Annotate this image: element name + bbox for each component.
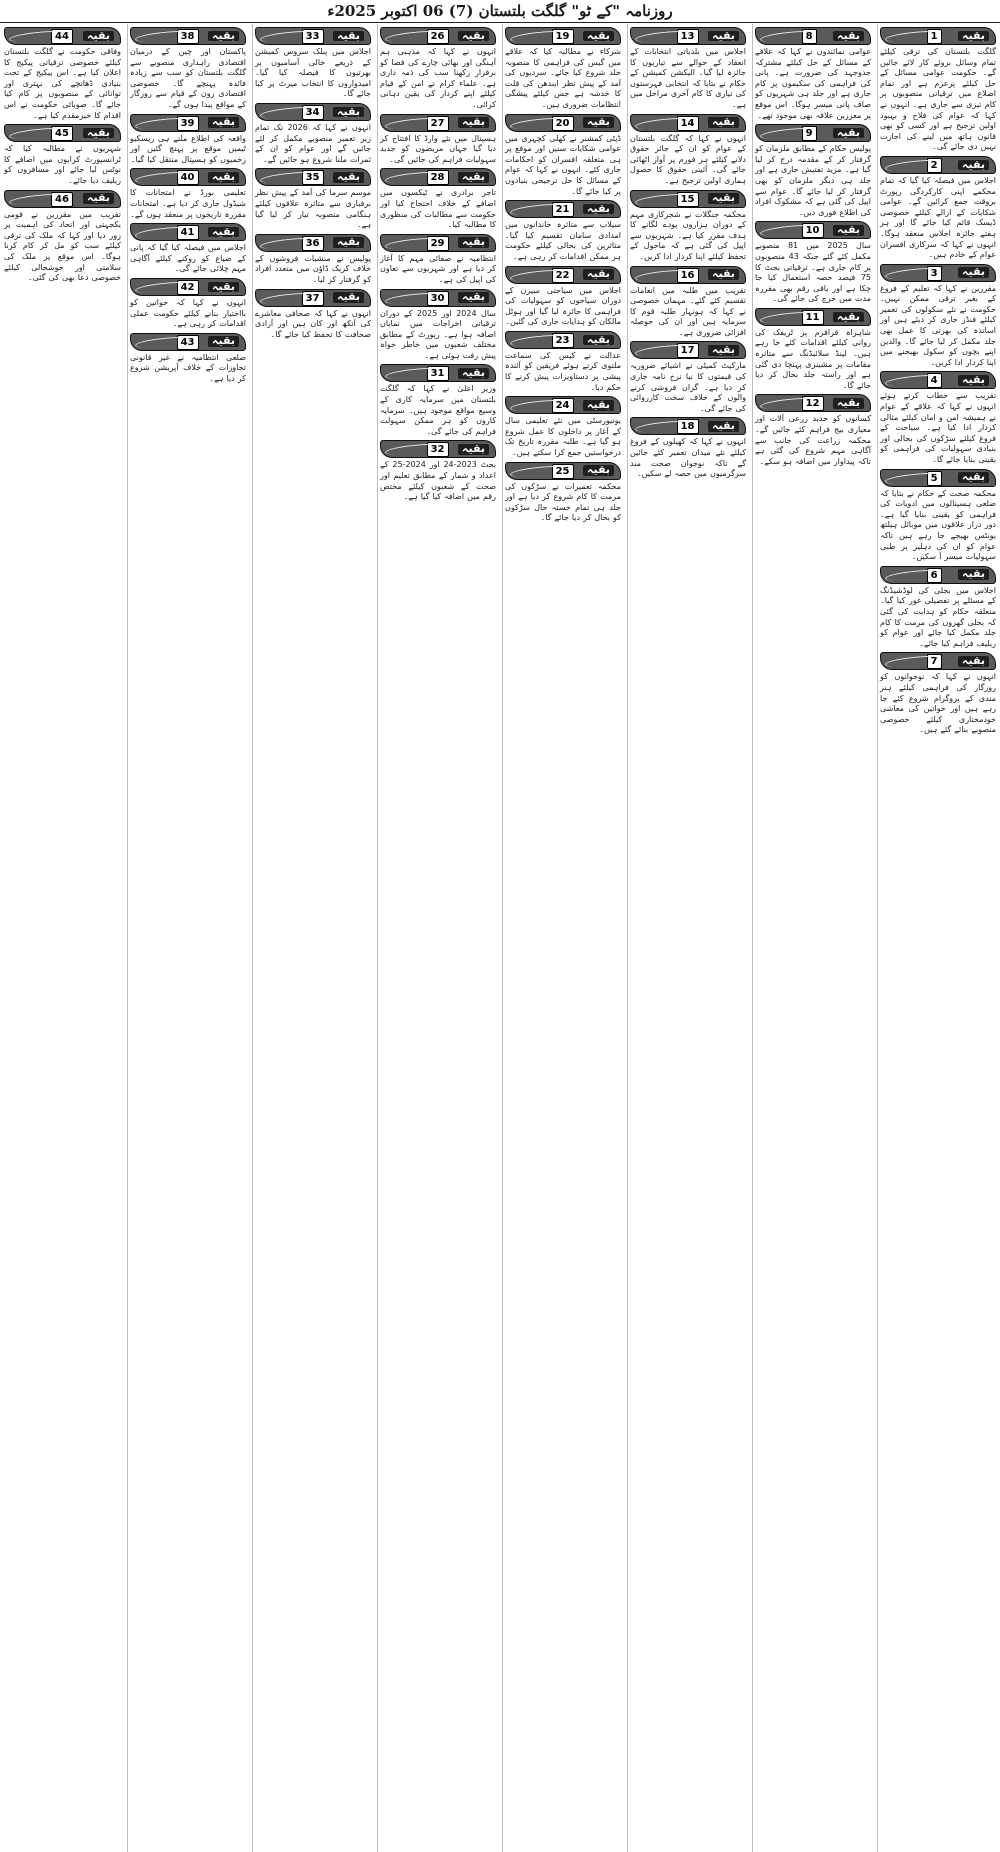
continuation-story: [880, 466, 996, 563]
continuation-label: بقیہ: [958, 472, 989, 483]
continuation-header: [755, 308, 871, 326]
continuation-number: 5: [927, 471, 942, 486]
continuation-header: [505, 200, 621, 218]
continuation-header: [380, 168, 496, 186]
story-body: [755, 47, 871, 121]
story-text: تقریب میں مقررین نے قومی یکجہتی اور اتحاد کی اہمیت پر زور دیا اور کہا کہ ملک کی ترقی کیلئے سب کو مل کر کام کرنا ہوگا۔ اس موقع پر ملک کی سلامتی اور خوشحالی کیلئے خصوصی دعا بھی کی گئی۔: [4, 209, 121, 283]
continuation-header: [380, 114, 496, 132]
story-body: [880, 284, 996, 369]
continuation-header: [880, 652, 996, 670]
continuation-story: [255, 24, 371, 100]
continuation-label: بقیہ: [583, 31, 614, 42]
continuation-label: بقیہ: [458, 31, 489, 42]
continuation-header: [880, 264, 996, 282]
continuation-header: [130, 168, 246, 186]
story-text: تقریب میں طلبہ میں انعامات تقسیم کئے گئے۔ مہمان خصوصی نے کہا کہ ہونہار طلبہ قوم کا سرمایہ ہیں اور ان کی حوصلہ افزائی ضروری ہے۔: [630, 285, 746, 337]
news-column: [752, 24, 873, 1852]
news-column: [877, 24, 998, 1852]
continuation-number: 14: [677, 116, 699, 131]
continuation-label: بقیہ: [208, 227, 239, 238]
story-text: بجٹ 2023-24 اور 2024-25 کے اعداد و شمار کے مطابق تعلیم اور صحت کے شعبوں کیلئے مختص رقم میں اضافہ کیا گیا ہے۔: [380, 460, 496, 502]
story-text: یونیورسٹی میں نئے تعلیمی سال کے آغاز پر داخلوں کا عمل شروع ہو گیا ہے۔ طلبہ مقررہ تاریخ تک درخواستیں جمع کرا سکتے ہیں۔: [505, 416, 621, 458]
continuation-story: [630, 338, 746, 414]
continuation-number: 46: [51, 192, 73, 207]
continuation-header: [630, 27, 746, 45]
continuation-header: [380, 364, 496, 382]
continuation-story: [130, 24, 246, 111]
story-text: سال 2024 اور 2025 کے دوران ترقیاتی اخراجات میں نمایاں اضافہ ہوا ہے۔ رپورٹ کے مطابق مختلف شعبوں میں خاطر خواہ پیش رفت ہوئی ہے۔: [380, 308, 496, 360]
continuation-number: 35: [302, 170, 324, 185]
continuation-story: [380, 165, 496, 230]
continuation-header: [130, 114, 246, 132]
story-text: انتظامیہ نے صفائی مہم کا آغاز کر دیا ہے اور شہریوں سے تعاون کی اپیل کی ہے۔: [380, 253, 496, 284]
story-text: اجلاس میں فیصلہ کیا گیا کہ پانی کے ضیاع کو روکنے کیلئے آگاہی مہم چلائی جائے گی۔: [130, 243, 246, 274]
story-text: انہوں نے کہا کہ گلگت بلتستان کے عوام کو ان کے جائز حقوق دلانے کیلئے ہر فورم پر آواز اٹھائی جائے گی۔ آئینی حقوق کا حصول ہماری اولین ترجیح ہے۔: [630, 133, 746, 185]
continuation-number: 34: [302, 105, 324, 120]
story-text: اجلاس میں بلدیاتی انتخابات کے انعقاد کے حوالے سے تیاریوں کا جائزہ لیا گیا۔ الیکشن کمیشن کے حکام نے بتایا کہ انتخابی فہرستوں کی تیاری کا کام آخری مراحل میں ہے۔: [630, 47, 746, 109]
continuation-number: 41: [177, 225, 199, 240]
story-text: ہسپتال میں نئے وارڈ کا افتتاح کر دیا گیا جہاں مریضوں کو جدید سہولیات فراہم کی جائیں گی۔: [380, 133, 496, 164]
story-text: محکمہ صحت کے حکام نے بتایا کہ ضلعی ہسپتالوں میں ادویات کی فراہمی کو یقینی بنایا گیا ہے۔ دور دراز علاقوں میں موبائل ہیلتھ یونٹس بھیجے جا رہے ہیں تاکہ عوام کو ان کی دہلیز پر طبی سہولیات میسر آ سکیں۔: [880, 488, 996, 562]
story-body: [380, 309, 496, 362]
masthead-title: روزنامہ "کے ٹو" گلگت بلتستان (7) 06 اکتوبر 2025ء: [327, 2, 673, 20]
continuation-label: بقیہ: [83, 128, 114, 139]
news-column: [377, 24, 498, 1852]
continuation-header: [380, 440, 496, 458]
continuation-number: 11: [802, 310, 824, 325]
continuation-story: [505, 393, 621, 458]
continuation-number: 31: [427, 366, 449, 381]
continuation-story: [880, 649, 996, 736]
continuation-story: [630, 414, 746, 479]
story-body: [130, 134, 246, 166]
story-body: [255, 254, 371, 286]
story-text: اجلاس میں پبلک سروس کمیشن کے ذریعے خالی آسامیوں پر بھرتیوں کا فیصلہ کیا گیا۔ امیدواروں کا انتخاب میرٹ پر کیا جائے گا۔: [255, 47, 371, 99]
continuation-header: [255, 168, 371, 186]
continuation-header: [630, 190, 746, 208]
continuation-number: 40: [177, 170, 199, 185]
continuation-story: [255, 100, 371, 165]
continuation-story: [880, 153, 996, 261]
continuation-story: [255, 165, 371, 230]
continuation-header: [755, 394, 871, 412]
continuation-number: 44: [51, 29, 73, 44]
continuation-header: [255, 103, 371, 121]
story-text: انہوں نے کہا کہ نوجوانوں کو روزگار کی فراہمی کیلئے ہنر مندی کے پروگرام شروع کئے جا رہے ہیں اور خواتین کی معاشی خودمختاری کیلئے خصوصی منصوبے بنائے گئے ہیں۔: [880, 672, 996, 735]
continuation-label: بقیہ: [958, 31, 989, 42]
story-text: اجلاس میں فیصلہ کیا گیا کہ تمام محکمے اپنی کارکردگی رپورٹ بروقت جمع کرائیں گے۔ عوامی شکایات کے ازالے کیلئے خصوصی ڈیسک قائم کیا جائے گا اور ہر ہفتے جائزہ اجلاس منعقد ہوگا۔ انہوں نے کہا کہ سرکاری افسران عوام کے خادم ہیں۔: [880, 175, 996, 260]
story-text: محکمہ تعمیرات نے سڑکوں کی مرمت کا کام شروع کر دیا ہے اور جلد ہی تمام خستہ حال سڑکوں کو بحال کر دیا جائے گا۔: [505, 481, 621, 523]
continuation-number: 23: [552, 333, 574, 348]
continuation-header: [880, 469, 996, 487]
continuation-header: [4, 27, 121, 45]
continuation-header: [755, 124, 871, 142]
continuation-number: 42: [177, 280, 199, 295]
continuation-story: [130, 330, 246, 385]
story-body: [505, 351, 621, 393]
story-text: انہوں نے کہا کہ کھیلوں کے فروغ کیلئے نئے میدان تعمیر کئے جائیں گے تاکہ نوجوان صحت مند سرگرمیوں میں حصہ لے سکیں۔: [630, 437, 746, 479]
continuation-header: [880, 371, 996, 389]
story-text: وفاقی حکومت نے گلگت بلتستان کیلئے خصوصی ترقیاتی پیکیج کا اعلان کیا ہے۔ اس پیکیج کے تحت بنیادی ڈھانچے کی بہتری اور توانائی کے منصوبوں پر کام کیا جائے گا۔ صوبائی حکومت نے اس اقدام کا خیرمقدم کیا ہے۔: [4, 47, 121, 120]
news-column: [252, 24, 373, 1852]
story-body: [630, 47, 746, 111]
story-text: مارکیٹ کمیٹی نے اشیائے ضروریہ کی قیمتوں کا نیا نرخ نامہ جاری کر دیا ہے۔ گراں فروشی کرنے والوں کے خلاف سخت کارروائی کی جائے گی۔: [630, 361, 746, 413]
story-body: [380, 47, 496, 111]
story-text: انہوں نے کہا کہ صحافی معاشرے کی آنکھ اور کان ہیں اور آزادی صحافت کا تحفظ کیا جائے گا۔: [255, 308, 371, 339]
story-body: [505, 47, 621, 111]
story-text: گلگت بلتستان کی ترقی کیلئے تمام وسائل بروئے کار لائے جائیں گے۔ حکومت عوامی مسائل کے حل کیلئے پرعزم ہے اور تمام اضلاع میں ترقیاتی منصوبوں پر کام تیزی سے جاری ہے۔ انہوں نے کہا کہ عوام کی فلاح و بہبود اولین ترجیح ہے اور کسی کو بھی قانون ہاتھ میں لینے کی اجازت نہیں دی جائے گی۔: [880, 47, 996, 152]
continuation-label: بقیہ: [208, 31, 239, 42]
story-text: واقعہ کی اطلاع ملتے ہی ریسکیو ٹیمیں موقع پر پہنچ گئیں اور زخمیوں کو ہسپتال منتقل کیا گیا۔: [130, 133, 246, 164]
continuation-number: 24: [552, 398, 574, 413]
continuation-label: بقیہ: [708, 193, 739, 204]
story-body: [130, 188, 246, 220]
continuation-label: بقیہ: [583, 269, 614, 280]
continuation-number: 45: [51, 126, 73, 141]
continuation-header: [4, 190, 121, 208]
continuation-number: 3: [927, 266, 942, 281]
story-body: [255, 188, 371, 230]
continuation-story: [880, 368, 996, 465]
continuation-number: 8: [802, 29, 817, 44]
news-column: [502, 24, 623, 1852]
continuation-label: بقیہ: [583, 117, 614, 128]
continuation-number: 12: [802, 396, 824, 411]
continuation-number: 19: [552, 29, 574, 44]
continuation-number: 16: [677, 268, 699, 283]
continuation-number: 9: [802, 126, 817, 141]
story-text: ڈپٹی کمشنر نے کھلی کچہری میں عوامی شکایات سنیں اور موقع پر ہی متعلقہ افسران کو احکامات جاری کئے۔ انہوں نے کہا کہ عوام کے مسائل کا حل ترجیحی بنیادوں پر کیا جائے گا۔: [505, 133, 621, 196]
news-column: [127, 24, 248, 1852]
story-body: [4, 144, 121, 186]
continuation-header: [255, 234, 371, 252]
continuation-label: بقیہ: [958, 160, 989, 171]
continuation-number: 28: [427, 170, 449, 185]
continuation-story: [880, 261, 996, 369]
continuation-story: [755, 391, 871, 467]
continuation-story: [380, 286, 496, 362]
continuation-label: بقیہ: [958, 267, 989, 278]
story-text: انہوں نے کہا کہ 2026 تک تمام زیر تعمیر منصوبے مکمل کر لئے جائیں گے اور عوام کو ان کے ثمرات ملنا شروع ہو جائیں گے۔: [255, 122, 371, 164]
continuation-number: 26: [427, 29, 449, 44]
story-body: [880, 47, 996, 153]
continuation-label: بقیہ: [333, 237, 364, 248]
story-text: مقررین نے کہا کہ تعلیم کے فروغ کے بغیر ترقی ممکن نہیں۔ حکومت نے نئے سکولوں کی تعمیر کیلئے فنڈز جاری کر دیئے ہیں اور اساتذہ کی بھرتی کا عمل بھی جلد مکمل کر لیا جائے گا۔ والدین اپنے بچوں کو سکول بھیجنے میں اپنا کردار ادا کریں۔: [880, 283, 996, 367]
continuation-label: بقیہ: [333, 292, 364, 303]
story-body: [380, 384, 496, 437]
continuation-label: بقیہ: [333, 107, 364, 118]
continuation-label: بقیہ: [458, 172, 489, 183]
continuation-number: 38: [177, 29, 199, 44]
story-body: [880, 176, 996, 261]
story-text: تاجر برادری نے ٹیکسوں میں اضافے کے خلاف احتجاج کیا اور حکومت سے مطالبات کی منظوری کا مطالبہ کیا۔: [380, 188, 496, 230]
continuation-header: [505, 331, 621, 349]
continuation-label: بقیہ: [833, 31, 864, 42]
continuation-number: 25: [552, 464, 574, 479]
continuation-number: 20: [552, 116, 574, 131]
continuation-header: [130, 223, 246, 241]
continuation-number: 33: [302, 29, 324, 44]
story-text: سیلاب سے متاثرہ خاندانوں میں امدادی سامان تقسیم کیا گیا۔ متاثرین کی بحالی کیلئے حکومت ہر ممکن اقدامات کر رہی ہے۔: [505, 220, 621, 261]
continuation-story: [130, 111, 246, 166]
continuation-label: بقیہ: [708, 269, 739, 280]
continuation-story: [630, 263, 746, 339]
continuation-number: 29: [427, 236, 449, 251]
continuation-story: [880, 563, 996, 650]
continuation-number: 2: [927, 158, 942, 173]
story-text: انہوں نے کہا کہ خواتین کو بااختیار بنانے کیلئے حکومت عملی اقدامات کر رہی ہے۔: [130, 297, 246, 329]
story-body: [755, 144, 871, 218]
continuation-header: [630, 266, 746, 284]
continuation-number: 13: [677, 29, 699, 44]
story-text: محکمہ جنگلات نے شجرکاری مہم کے دوران ہزاروں پودے لگانے کا ہدف مقرر کیا ہے۔ شہریوں سے اپیل کی گئی ہے کہ ماحول کے تحفظ کیلئے اپنا کردار ادا کریں۔: [630, 209, 746, 261]
story-body: [755, 414, 871, 467]
story-body: [630, 361, 746, 414]
continuation-header: [505, 27, 621, 45]
continuation-label: بقیہ: [83, 31, 114, 42]
continuation-label: بقیہ: [333, 172, 364, 183]
continuation-number: 7: [927, 654, 942, 669]
continuation-label: بقیہ: [583, 400, 614, 411]
story-body: [380, 188, 496, 230]
continuation-number: 21: [552, 202, 574, 217]
story-text: شہریوں نے مطالبہ کیا کہ ٹرانسپورٹ کرایوں میں اضافے کا نوٹس لیا جائے اور مسافروں کو ریلیف دیا جائے۔: [4, 144, 121, 185]
continuation-label: بقیہ: [708, 421, 739, 432]
story-body: [880, 586, 996, 650]
story-text: پولیس حکام کے مطابق ملزمان کو گرفتار کر کے مقدمہ درج کر لیا گیا ہے۔ مزید تفتیش جاری ہے اور جلد ہی دیگر ملزمان کو بھی گرفتار کر لیا جائے گا۔ عوام سے اپیل کی گئی ہے کہ مشکوک افراد کی اطلاع فوری دیں۔: [755, 144, 871, 217]
continuation-label: بقیہ: [83, 193, 114, 204]
continuation-header: [755, 221, 871, 239]
continuation-story: [130, 165, 246, 220]
continuation-story: [505, 197, 621, 262]
continuation-story: [755, 218, 871, 305]
continuation-number: 22: [552, 268, 574, 283]
newspaper-page: [0, 24, 1000, 1852]
masthead: [0, 0, 1000, 23]
story-body: [130, 243, 246, 275]
continuation-number: 43: [177, 335, 199, 350]
story-text: سال 2025 میں 81 منصوبے مکمل کئے گئے جبکہ 43 منصوبوں پر کام جاری ہے۔ ترقیاتی بجٹ کا 75 فیصد حصہ استعمال کیا جا چکا ہے اور باقی رقم بھی مقررہ مدت میں خرچ کی جائے گی۔: [755, 241, 872, 304]
continuation-number: 4: [927, 373, 942, 388]
continuation-story: [380, 361, 496, 437]
continuation-number: 30: [427, 291, 449, 306]
continuation-story: [4, 187, 121, 284]
continuation-header: [130, 278, 246, 296]
story-text: تعلیمی بورڈ نے امتحانات کا شیڈول جاری کر دیا ہے۔ امتحانات مقررہ تاریخوں پر منعقد ہوں گے۔: [130, 188, 246, 219]
story-body: [255, 309, 371, 341]
continuation-label: بقیہ: [208, 172, 239, 183]
story-body: [255, 123, 371, 165]
story-body: [880, 672, 996, 736]
story-body: [880, 391, 996, 465]
story-body: [130, 298, 246, 330]
continuation-story: [630, 24, 746, 111]
continuation-label: بقیہ: [833, 128, 864, 139]
story-body: [255, 47, 371, 100]
story-body: [505, 416, 621, 458]
continuation-label: بقیہ: [958, 375, 989, 386]
continuation-header: [630, 341, 746, 359]
continuation-story: [505, 459, 621, 524]
continuation-label: بقیہ: [208, 336, 239, 347]
continuation-story: [505, 111, 621, 198]
story-text: ضلعی انتظامیہ نے غیر قانونی تجاوزات کے خلاف آپریشن شروع کر دیا ہے۔: [130, 352, 246, 383]
continuation-story: [380, 437, 496, 502]
continuation-number: 10: [802, 223, 824, 238]
continuation-story: [255, 231, 371, 286]
continuation-story: [4, 121, 121, 186]
story-body: [505, 134, 621, 198]
story-body: [380, 460, 496, 502]
continuation-label: بقیہ: [458, 117, 489, 128]
continuation-story: [4, 24, 121, 121]
continuation-label: بقیہ: [958, 656, 989, 667]
continuation-label: بقیہ: [583, 204, 614, 215]
continuation-story: [630, 111, 746, 187]
continuation-number: 15: [677, 192, 699, 207]
story-body: [505, 286, 621, 328]
continuation-header: [255, 27, 371, 45]
story-body: [630, 286, 746, 339]
news-column: [2, 24, 123, 1852]
continuation-label: بقیہ: [833, 398, 864, 409]
story-text: عدالت نے کیس کی سماعت ملتوی کرتے ہوئے فریقین کو آئندہ پیشی پر دستاویزات پیش کرنے کا حکم دیا۔: [505, 350, 621, 392]
continuation-number: 36: [302, 236, 324, 251]
story-text: شاہراہ قراقرم پر ٹریفک کی روانی کیلئے اقدامات کئے جا رہے ہیں۔ لینڈ سلائیڈنگ سے متاثرہ مقامات پر مشینری پہنچا دی گئی ہے اور راستہ جلد بحال کر دیا جائے گا۔: [755, 327, 871, 390]
story-text: تقریب سے خطاب کرتے ہوئے انہوں نے کہا کہ علاقے کے عوام نے ہمیشہ امن و امان کیلئے مثالی کردار ادا کیا ہے۔ سیاحت کے فروغ کیلئے سڑکوں کی بحالی اور بنیادی سہولیات کی فراہمی کو یقینی بنایا جائے گا۔: [880, 391, 996, 464]
continuation-story: [755, 305, 871, 392]
continuation-label: بقیہ: [458, 368, 489, 379]
news-column: [627, 24, 748, 1852]
story-body: [505, 220, 621, 262]
continuation-label: بقیہ: [458, 444, 489, 455]
story-body: [505, 482, 621, 524]
story-body: [755, 241, 871, 305]
continuation-story: [505, 24, 621, 111]
continuation-number: 18: [677, 419, 699, 434]
continuation-header: [505, 462, 621, 480]
continuation-number: 1: [927, 29, 942, 44]
story-body: [880, 489, 996, 563]
continuation-label: بقیہ: [208, 117, 239, 128]
continuation-header: [505, 114, 621, 132]
continuation-story: [630, 187, 746, 263]
story-body: [380, 134, 496, 166]
story-text: اجلاس میں بجلی کی لوڈشیڈنگ کے مسئلے پر تفصیلی غور کیا گیا۔ متعلقہ حکام کو ہدایت کی گئی کہ بجلی گھروں کی مرمت کا کام جلد مکمل کیا جائے اور عوام کو ریلیف فراہم کیا جائے۔: [880, 585, 996, 648]
continuation-header: [630, 417, 746, 435]
story-text: وزیر اعلیٰ نے کہا کہ گلگت بلتستان میں سرمایہ کاری کے وسیع مواقع موجود ہیں۔ سرمایہ کاروں کو ہر ممکن سہولت فراہم کی جائے گی۔: [380, 384, 496, 436]
story-text: موسم سرما کی آمد کے پیش نظر برفباری سے متاثرہ علاقوں کیلئے ہنگامی منصوبہ تیار کر لیا گیا ہے۔: [255, 188, 371, 230]
continuation-label: بقیہ: [958, 569, 989, 580]
continuation-header: [505, 266, 621, 284]
continuation-header: [380, 289, 496, 307]
continuation-story: [380, 111, 496, 166]
continuation-header: [630, 114, 746, 132]
continuation-header: [130, 333, 246, 351]
continuation-label: بقیہ: [583, 335, 614, 346]
continuation-label: بقیہ: [833, 225, 864, 236]
continuation-story: [505, 328, 621, 393]
continuation-header: [505, 396, 621, 414]
continuation-label: بقیہ: [583, 465, 614, 476]
story-body: [380, 254, 496, 286]
story-text: کسانوں کو جدید زرعی آلات اور معیاری بیج فراہم کئے جائیں گے۔ محکمہ زراعت کی جانب سے آگاہی مہم شروع کی گئی ہے تاکہ پیداوار میں اضافہ ہو سکے۔: [755, 414, 871, 466]
continuation-label: بقیہ: [708, 31, 739, 42]
continuation-label: بقیہ: [833, 312, 864, 323]
story-text: پولیس نے منشیات فروشوں کے خلاف کریک ڈاؤن میں متعدد افراد کو گرفتار کر لیا۔: [255, 253, 371, 284]
story-text: عوامی نمائندوں نے کہا کہ علاقے کے مسائل کے حل کیلئے مشترکہ جدوجہد کی ضرورت ہے۔ پانی کی فراہمی کی سکیموں پر کام جاری ہے اور جلد ہی شہریوں کو صاف پانی میسر ہوگا۔ اس موقع پر معززین علاقہ بھی موجود تھے۔: [755, 47, 871, 120]
continuation-story: [755, 121, 871, 218]
continuation-header: [880, 156, 996, 174]
continuation-label: بقیہ: [458, 237, 489, 248]
continuation-story: [255, 286, 371, 341]
story-text: شرکاء نے مطالبہ کیا کہ علاقے میں گیس کی فراہمی کا منصوبہ جلد شروع کیا جائے۔ سردیوں کی آمد کے پیش نظر ایندھن کی قلت کا خدشہ ہے جس کیلئے پیشگی انتظامات ضروری ہیں۔: [505, 47, 621, 109]
continuation-story: [505, 263, 621, 328]
continuation-header: [130, 27, 246, 45]
continuation-header: [380, 234, 496, 252]
continuation-number: 37: [302, 291, 324, 306]
story-text: اجلاس میں سیاحتی سیزن کے دوران سیاحوں کو سہولیات کی فراہمی کا جائزہ لیا گیا اور ہوٹل مالکان کو ہدایات جاری کی گئیں۔: [505, 285, 621, 327]
continuation-story: [130, 275, 246, 330]
continuation-label: بقیہ: [208, 282, 239, 293]
story-body: [4, 47, 121, 121]
continuation-label: بقیہ: [333, 31, 364, 42]
continuation-header: [755, 27, 871, 45]
continuation-header: [4, 124, 121, 142]
continuation-header: [880, 566, 996, 584]
continuation-label: بقیہ: [458, 292, 489, 303]
story-text: انہوں نے کہا کہ مذہبی ہم آہنگی اور بھائی چارے کی فضا کو برقرار رکھنا سب کی ذمہ داری ہے۔ علماء کرام نے امن کے قیام کیلئے اپنے کردار کی یقین دہانی کرائی۔: [380, 47, 496, 109]
continuation-story: [880, 24, 996, 153]
story-body: [130, 47, 246, 111]
story-body: [630, 210, 746, 263]
continuation-number: 32: [427, 442, 449, 457]
continuation-story: [380, 231, 496, 286]
continuation-header: [880, 27, 996, 45]
continuation-story: [755, 24, 871, 121]
continuation-number: 17: [677, 343, 699, 358]
continuation-label: بقیہ: [708, 117, 739, 128]
story-body: [4, 210, 121, 284]
story-text: پاکستان اور چین کے درمیان اقتصادی راہداری منصوبے سے گلگت بلتستان کو سب سے زیادہ فائدہ پہنچے گا۔ خصوصی اقتصادی زون کے قیام سے روزگار کے مواقع پیدا ہوں گے۔: [130, 47, 246, 109]
continuation-number: 6: [927, 568, 942, 583]
story-body: [130, 353, 246, 385]
continuation-header: [380, 27, 496, 45]
continuation-label: بقیہ: [708, 345, 739, 356]
story-body: [630, 134, 746, 187]
story-body: [630, 437, 746, 479]
story-body: [755, 328, 871, 392]
continuation-number: 39: [177, 116, 199, 131]
continuation-number: 27: [427, 116, 449, 131]
continuation-story: [380, 24, 496, 111]
continuation-header: [255, 289, 371, 307]
continuation-story: [130, 220, 246, 275]
